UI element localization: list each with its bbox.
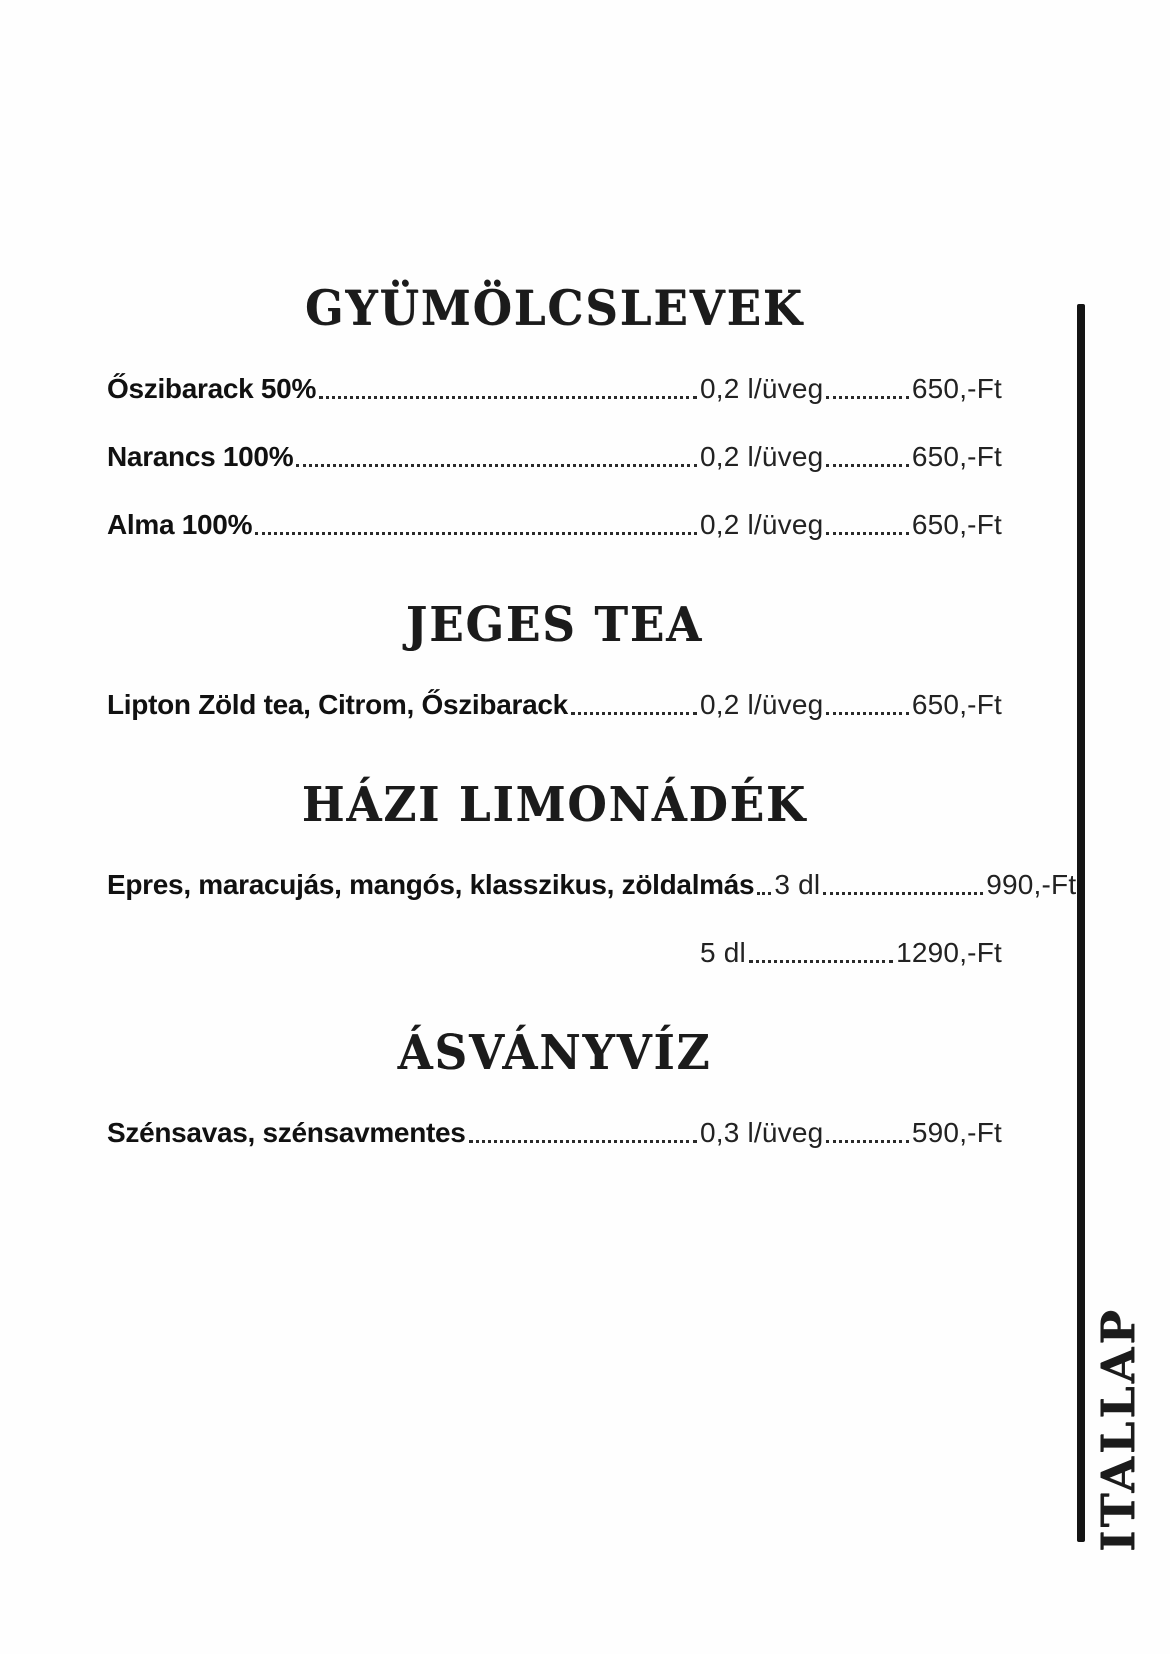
item-name: Őszibarack 50% <box>107 373 317 404</box>
item-size: 0,2 l/üveg <box>700 509 824 540</box>
menu-item-row <box>107 438 1002 476</box>
item-size: 0,2 l/üveg <box>700 373 824 404</box>
dotted-leader <box>469 1140 697 1143</box>
dotted-leader <box>571 712 697 715</box>
menu-item-row <box>107 506 1002 544</box>
size-price-group <box>700 1114 1002 1152</box>
dotted-leader <box>826 396 908 399</box>
menu-item-row <box>107 934 1002 972</box>
dotted-leader <box>826 532 908 535</box>
item-price: 650,-Ft <box>911 373 1002 404</box>
section-title: ÁSVÁNYVÍZ <box>397 1024 712 1081</box>
section-title: JEGES TEA <box>405 596 704 653</box>
section-title: HÁZI LIMONÁDÉK <box>301 776 808 833</box>
dotted-leader <box>823 892 983 895</box>
dotted-leader <box>319 396 697 399</box>
item-price: 650,-Ft <box>911 689 1002 720</box>
item-price: 650,-Ft <box>911 509 1002 540</box>
menu-section <box>107 776 1077 972</box>
item-price: 990,-Ft <box>986 869 1077 900</box>
menu-section <box>107 598 1002 724</box>
menu-item-row <box>107 866 1077 904</box>
size-price-group <box>700 506 1002 544</box>
size-price-group <box>774 866 1076 904</box>
dotted-leader <box>749 960 893 963</box>
item-name: Narancs 100% <box>107 441 294 472</box>
menu-item-row <box>107 686 1002 724</box>
section-title: GYÜMÖLCSLEVEK <box>304 280 805 337</box>
size-price-group <box>700 934 1002 972</box>
menu-sections <box>107 0 1077 1182</box>
dotted-leader <box>826 1140 908 1143</box>
size-price-group <box>700 438 1002 476</box>
dotted-leader <box>757 892 771 895</box>
dotted-leader <box>826 712 908 715</box>
dotted-leader <box>255 532 697 535</box>
item-price: 1290,-Ft <box>896 937 1002 968</box>
menu-section <box>107 1026 1002 1152</box>
menu-section <box>107 282 1002 544</box>
item-size: 0,2 l/üveg <box>700 689 824 720</box>
menu-type-label: ITALLAP <box>1091 1307 1145 1552</box>
item-name: Szénsavas, szénsavmentes <box>107 1117 466 1148</box>
item-size: 0,2 l/üveg <box>700 441 824 472</box>
item-name: Alma 100% <box>107 509 253 540</box>
size-price-group <box>700 370 1002 408</box>
item-price: 650,-Ft <box>911 441 1002 472</box>
item-name: Lipton Zöld tea, Citrom, Őszibarack <box>107 689 568 720</box>
item-price: 590,-Ft <box>911 1117 1002 1148</box>
size-price-group <box>700 686 1002 724</box>
spine-divider-bar <box>1077 304 1085 1542</box>
dotted-leader <box>826 464 908 467</box>
item-name: Epres, maracujás, mangós, klasszikus, zöldalmás <box>107 869 755 900</box>
item-size: 3 dl <box>774 869 821 900</box>
item-size: 5 dl <box>700 937 746 968</box>
menu-item-row <box>107 370 1002 408</box>
dotted-leader <box>296 464 697 467</box>
item-size: 0,3 l/üveg <box>700 1117 824 1148</box>
menu-item-row <box>107 1114 1002 1152</box>
